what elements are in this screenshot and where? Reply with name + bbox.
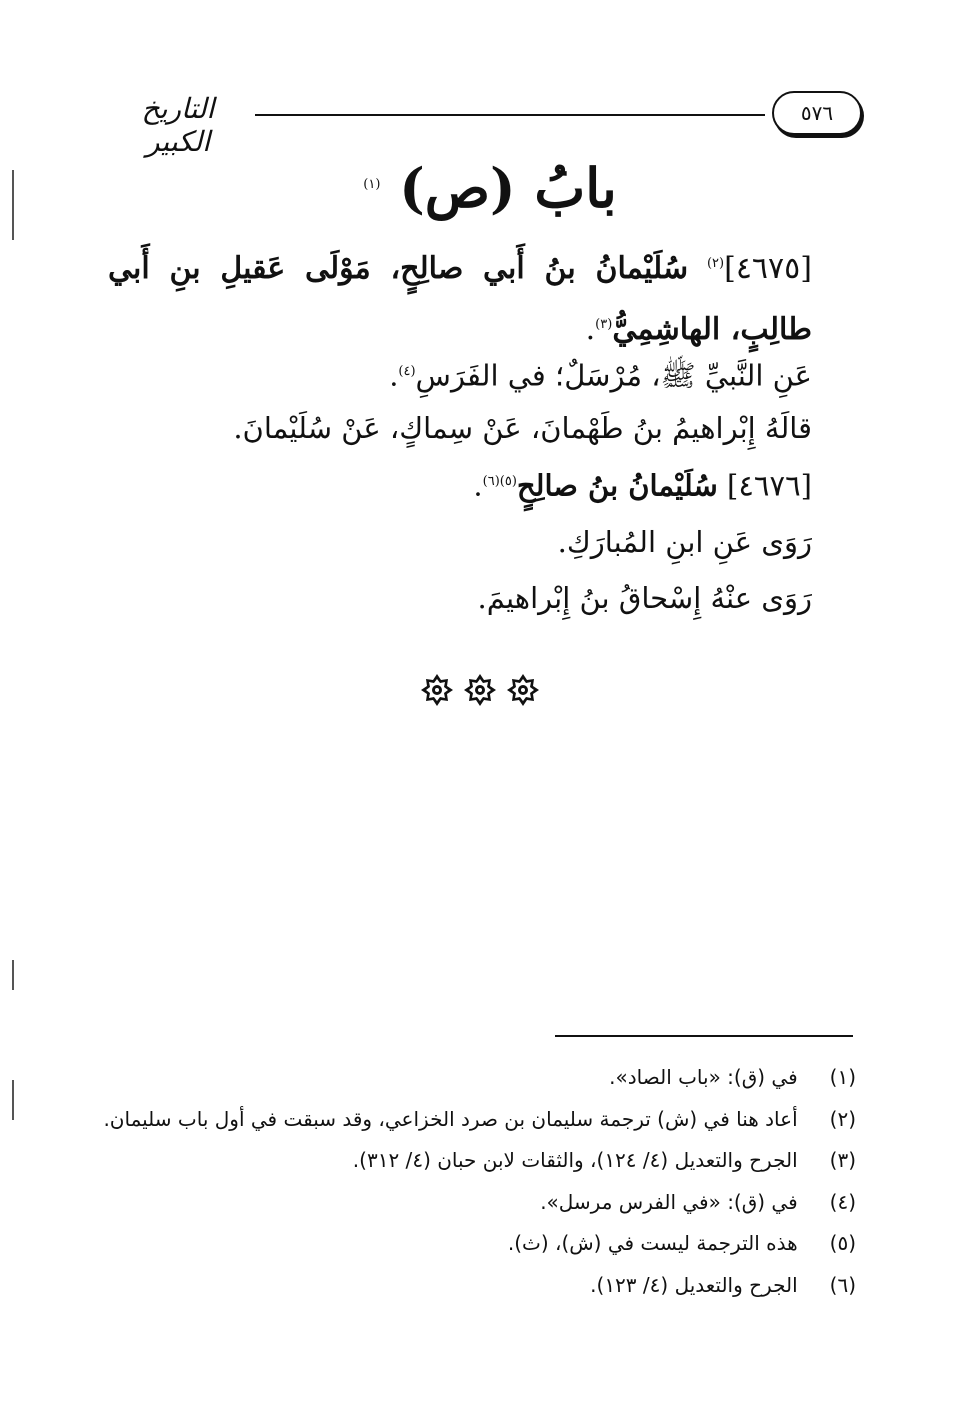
star-ornament-icon [506, 673, 540, 707]
footnote [140, 1228, 856, 1258]
text-line [108, 578, 812, 618]
footnote-text: في (ق): «في الفرس مرسل». [540, 1190, 798, 1214]
entry-number: [٤٦٧٥] [724, 251, 812, 286]
footnote-number: (٤) [829, 1190, 856, 1214]
chapter-title-text: بابُ (ص) [399, 156, 617, 220]
line-text: رَوَى عنْهُ إِسْحاقُ بنُ إِبْراهيمَ. [477, 581, 812, 615]
footnote-ref: (٢) [706, 256, 725, 271]
entry-number: [٤٦٧٦] [727, 468, 812, 503]
entry-heading: سُلَيْمانُ بنُ أَبي صالِحٍ، مَوْلَى عَقيلِ بنِ أَبي طالِبٍ، الهاشِمِيُّ [108, 251, 812, 347]
footnote-number: (١) [829, 1065, 856, 1089]
book-title: التاريخ الكبير [141, 92, 215, 158]
footnote-text: الجرح والتعديل (٤/ ١٢٣). [590, 1273, 798, 1297]
entry-end: . [585, 312, 596, 347]
star-ornament-icon [420, 673, 454, 707]
footnote [103, 1104, 856, 1134]
star-ornament-icon [463, 673, 497, 707]
line-text: رَوَى عَنِ ابنِ المُبارَكِ. [557, 525, 812, 559]
section-divider [420, 672, 540, 708]
footnote-text: هذه الترجمة ليست في (ش)، (ث). [507, 1231, 798, 1255]
footnote-ref: (١) [363, 177, 381, 192]
entry-4675 [108, 236, 812, 358]
entry-end: . [473, 468, 483, 503]
scan-mark [12, 960, 14, 990]
scan-mark [12, 1080, 14, 1120]
entry-4676 [108, 462, 812, 506]
scan-mark [12, 170, 14, 240]
header-rule [255, 114, 765, 116]
footnote-ref: (٥)(٦) [482, 474, 517, 489]
line-end: . [389, 358, 399, 393]
footnote [140, 1062, 856, 1092]
line-text: قالَهُ إِبْراهيمُ بنُ طَهْمانَ، عَنْ سِماكٍ، عَنْ سُلَيْمانَ. [233, 411, 812, 445]
footnote-number: (٥) [829, 1231, 856, 1255]
footnote-ref: (٣) [595, 317, 613, 332]
text-line [108, 352, 812, 396]
footnote-text: في (ق): «باب الصاد». [609, 1065, 798, 1089]
footnote-number: (٣) [829, 1148, 856, 1172]
footnote-text: أعاد هنا في (ش) ترجمة سليمان بن صرد الخزاعي، وقد سبقت في أول باب سليمان. [103, 1107, 798, 1131]
footnote [140, 1270, 856, 1300]
footnote [140, 1187, 856, 1217]
entry-heading: سُلَيْمانُ بنُ صالِحٍ [516, 468, 718, 503]
page-number: ٥٧٦ [772, 91, 862, 135]
footnote-ref: (٤) [398, 364, 416, 379]
footnote-number: (٦) [829, 1273, 856, 1297]
text-line [108, 522, 812, 562]
footnote [140, 1145, 856, 1175]
line-text: عَنِ النَّبيِّ ﷺ، مُرْسَلٌ؛ في الفَرَسِ [415, 358, 812, 393]
footnote-text: الجرح والتعديل (٤/ ١٢٤)، والثقات لابن حبان (٤/ ٣١٢). [352, 1148, 798, 1172]
chapter-title [300, 150, 680, 223]
footnote-number: (٢) [829, 1107, 856, 1131]
footnote-rule [555, 1035, 853, 1037]
text-line [108, 408, 812, 448]
